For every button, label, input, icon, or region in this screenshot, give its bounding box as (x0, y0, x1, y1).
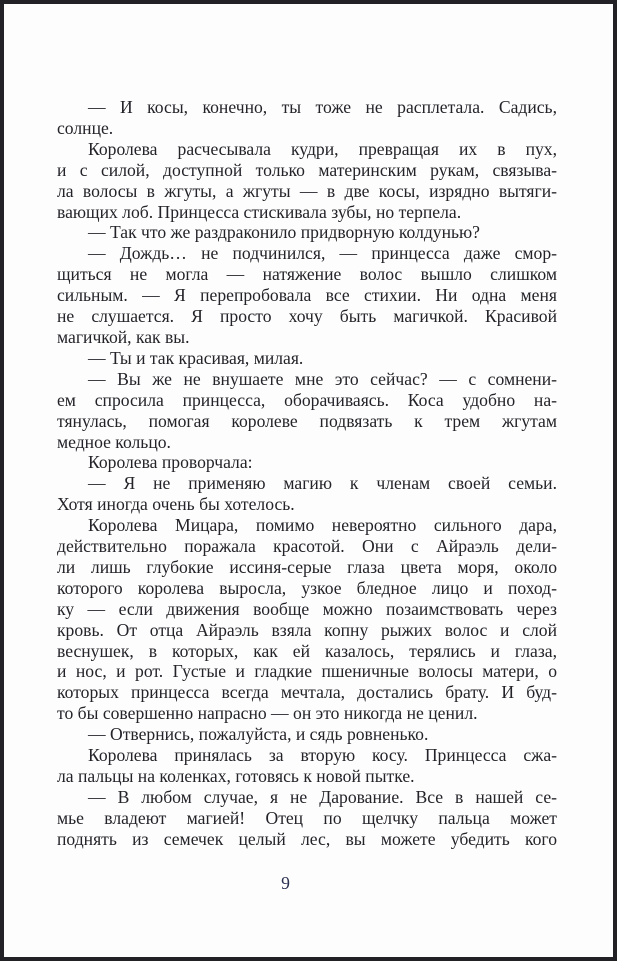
text-line: которых принцесса всегда мечтала, достались брату. И буд- (57, 682, 557, 703)
text-line: солнце. (57, 117, 114, 138)
page-number: 9 (281, 873, 290, 893)
text-line: медное кольцо. (57, 431, 171, 452)
text-line: тянулась, помогая королеве подвязать к трем жгутам (57, 410, 557, 431)
text-line: щиться не могла — натяжение волос вышло слишком (57, 264, 557, 285)
text-line: кровь. От отца Айраэль взяла копну рыжих волос и слой (57, 619, 557, 640)
text-line: мье владеют магией! Отец по щелчку пальца может (57, 807, 557, 828)
text-line: Хотя иногда очень бы хотелось. (57, 494, 295, 515)
text-line: вающих лоб. Принцесса стискивала зубы, но терпела. (57, 201, 462, 222)
text-line: — Я не применяю магию к членам своей семьи. (88, 473, 557, 494)
text-line: — И косы, конечно, ты тоже не расплетала. Садись, (88, 97, 557, 117)
text-line: — Вы же не внушаете мне это сейчас? — с сомнени- (88, 368, 557, 389)
text-line: которого королева выросла, узкое бледное лицо и поход- (57, 577, 557, 598)
text-line: — Дождь… не подчинился, — принцесса даже смор- (88, 243, 557, 264)
text-line: ем спросила принцесса, оборачиваясь. Коса удобно на- (57, 389, 557, 410)
text-line: то бы совершенно напрасно — он это никогда не ценил. (57, 703, 478, 724)
text-line: сильным. — Я перепробовала все стихии. Ни одна меня (57, 285, 557, 306)
text-line: ла волосы в жгуты, а жгуты — в две косы, изрядно вытяги- (57, 180, 557, 201)
text-line: — В любом случае, я не Дарование. Все в нашей се- (88, 786, 557, 807)
text-line: ку — если движения вообще можно позаимствовать через (57, 598, 557, 619)
text-line: магичкой, как вы. (57, 326, 190, 347)
text-line: — Ты и так красивая, милая. (88, 347, 304, 368)
text-line: веснушек, в которых, как ей казалось, терялись и глаза, (57, 640, 557, 661)
text-line: Королева расчесывала кудри, превращая их в пух, (88, 138, 557, 159)
text-line: поднять из семечек целый лес, вы можете убедить кого (57, 828, 557, 849)
text-line: и с силой, доступной только материнским рукам, связыва- (57, 159, 557, 180)
text-line: Королева принялась за вторую косу. Принцесса сжа- (88, 745, 557, 766)
text-line: Королева Мицара, помимо невероятно сильного дара, (88, 515, 557, 536)
text-line: ли лишь глубокие иссиня-серые глаза цвета моря, около (57, 556, 557, 577)
text-line: — Так что же раздраконило придворную колдунью? (88, 222, 480, 243)
text-lines (57, 97, 557, 850)
text-line: и нос, и рот. Густые и гладкие пшеничные волосы матери, о (57, 661, 557, 682)
text-line: не слушается. Я просто хочу быть магичкой. Красивой (57, 306, 557, 327)
text-line: действительно поражала красотой. Они с Айраэль дели- (57, 536, 557, 557)
text-line: ла пальцы на коленках, готовясь к новой пытке. (57, 766, 415, 786)
text-line: — Отвернись, пожалуйста, и сядь ровненько. (88, 724, 429, 745)
text-line: Королева проворчала: (88, 452, 253, 473)
